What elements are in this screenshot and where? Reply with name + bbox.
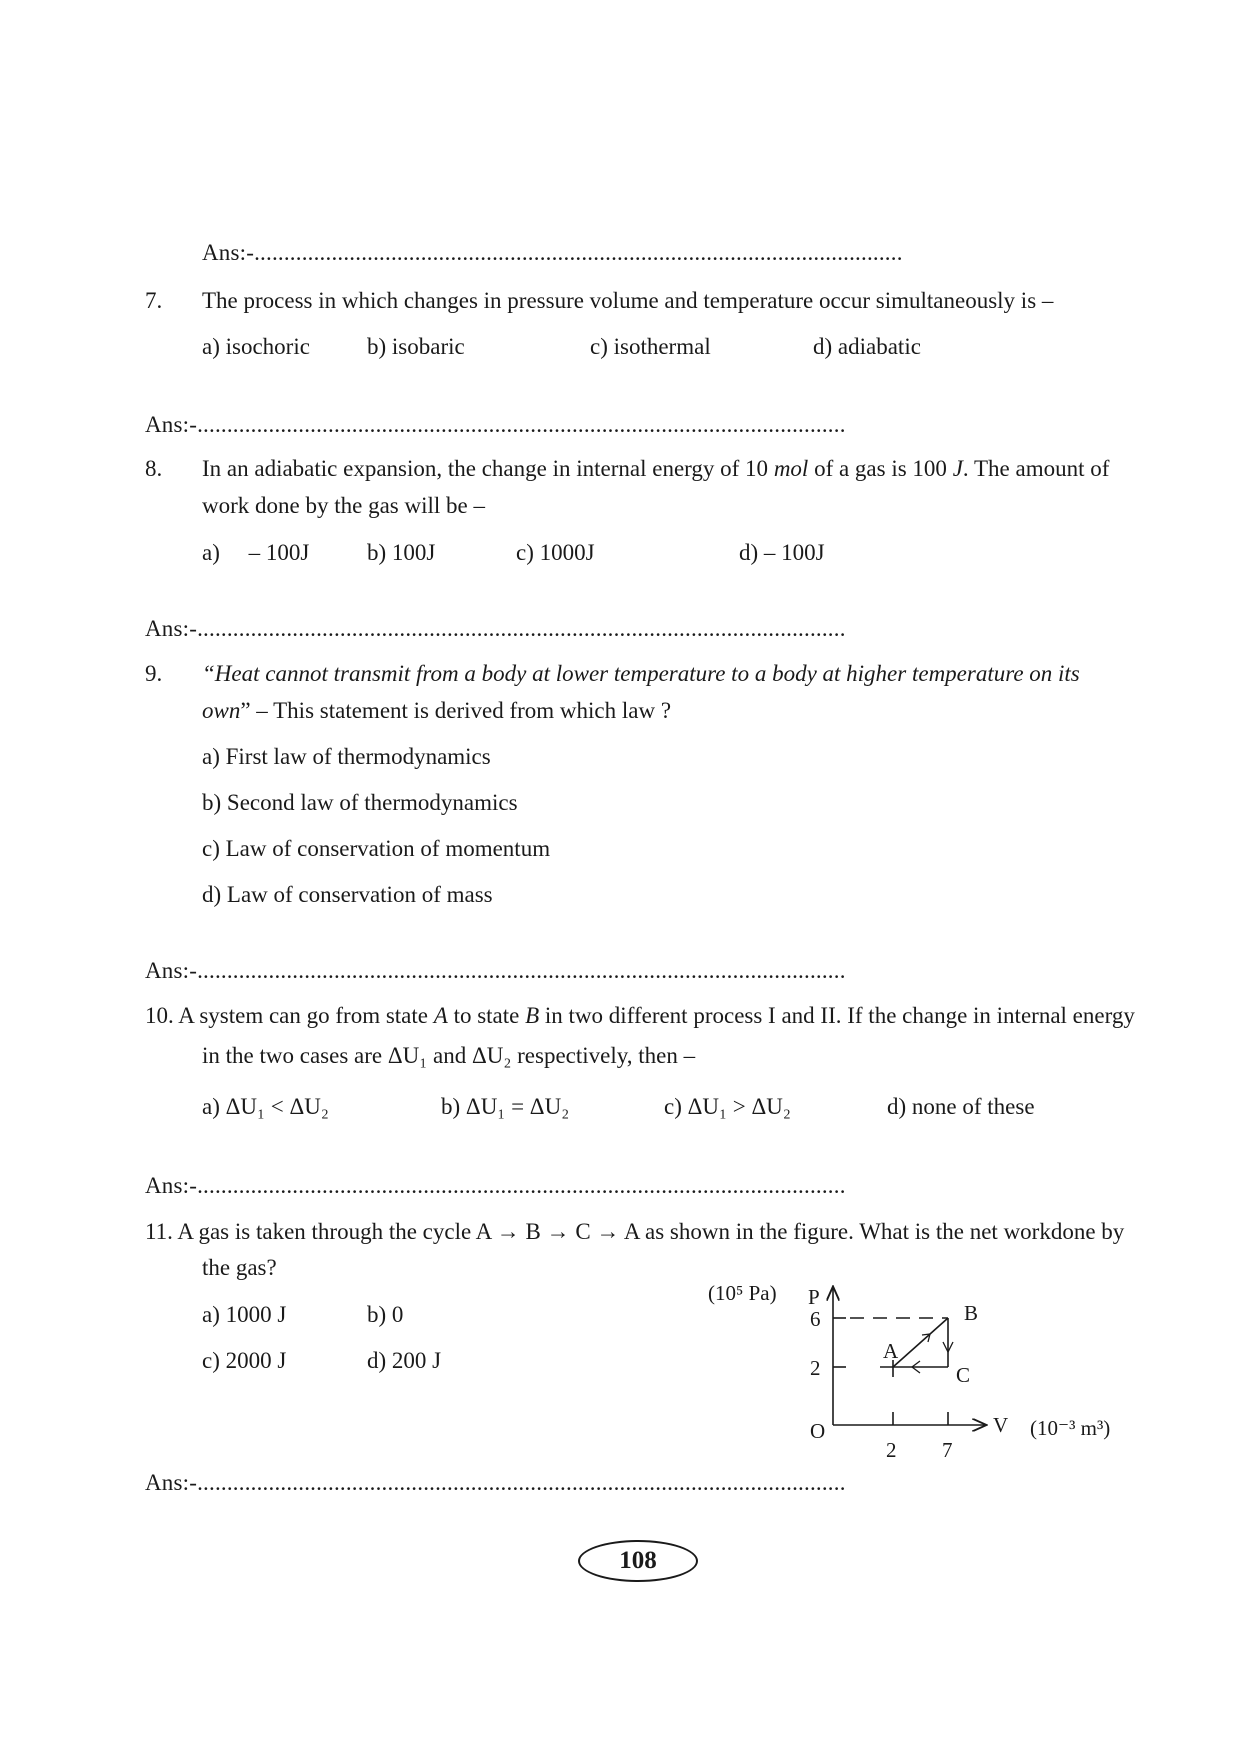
q9-number: 9. bbox=[145, 661, 163, 686]
q8-text-line2: work done by the gas will be – bbox=[202, 493, 485, 518]
q9-option-c: c) Law of conservation of momentum bbox=[202, 836, 551, 861]
q10-line1-a: 10. A system can go from state bbox=[145, 1003, 434, 1028]
page-number: 108 bbox=[578, 1540, 698, 1582]
q9-option-d: d) Law of conservation of mass bbox=[202, 882, 493, 907]
q10-option-c: c) ΔU₁ > ΔU₂ bbox=[664, 1094, 791, 1119]
q7-option-d: d) adiabatic bbox=[813, 334, 921, 359]
q8-option-c: c) 1000J bbox=[516, 540, 595, 565]
q7-number: 7. bbox=[145, 288, 163, 313]
q10-text-line2: in the two cases are ΔU₁ and ΔU₂ respectively, then – bbox=[202, 1043, 696, 1068]
q9-text-rest: ” – This statement is derived from which law ? bbox=[240, 698, 672, 723]
q10-option-a: a) ΔU₁ < ΔU₂ bbox=[202, 1094, 329, 1119]
q9-option-b: b) Second law of thermodynamics bbox=[202, 790, 518, 815]
q8-text-mol: mol bbox=[773, 456, 809, 481]
q11-text-line2: the gas? bbox=[202, 1255, 277, 1280]
q8-text-J: J bbox=[952, 456, 963, 481]
q11-option-a: a) 1000 J bbox=[202, 1302, 287, 1327]
q9-option-a: a) First law of thermodynamics bbox=[202, 744, 491, 769]
y-unit-label: (10⁵ Pa) bbox=[708, 1281, 777, 1305]
x-tick-2: 2 bbox=[886, 1438, 897, 1462]
q10-option-b: b) ΔU₁ = ΔU₂ bbox=[441, 1094, 570, 1119]
q10-line1-c: in two different process I and II. If the change in internal energy bbox=[539, 1003, 1135, 1028]
y-tick-6: 6 bbox=[810, 1307, 821, 1331]
point-b-label: B bbox=[964, 1301, 979, 1325]
origin-label: O bbox=[810, 1419, 826, 1443]
q7-option-c: c) isothermal bbox=[590, 334, 711, 359]
q8-text-line1 bbox=[202, 456, 1109, 482]
answer-line-6: Ans:-............................................................................................................. bbox=[202, 240, 903, 265]
q8-text-a: In an adiabatic expansion, the change in internal energy of 10 bbox=[202, 456, 774, 481]
pv-diagram bbox=[700, 1280, 1120, 1480]
answer-line-7: Ans:-............................................................................................................. bbox=[145, 412, 846, 437]
x-unit-label: (10⁻³ m³) bbox=[1030, 1416, 1111, 1440]
q7-option-b: b) isobaric bbox=[367, 334, 465, 359]
answer-line-11: Ans:-............................................................................................................. bbox=[145, 1470, 846, 1495]
q10-option-d: d) none of these bbox=[887, 1094, 1035, 1119]
answer-line-8: Ans:-............................................................................................................. bbox=[145, 616, 846, 641]
q10-text-line1 bbox=[145, 1003, 1135, 1029]
answer-line-10: Ans:-............................................................................................................. bbox=[145, 1173, 846, 1198]
q11-option-c: c) 2000 J bbox=[202, 1348, 287, 1373]
answer-line-9: Ans:-............................................................................................................. bbox=[145, 958, 846, 983]
q8-text-c: . The amount of bbox=[962, 456, 1110, 481]
q9-text-line2 bbox=[202, 698, 671, 724]
q10-line1-b: to state bbox=[447, 1003, 526, 1028]
q8-option-d: d) – 100J bbox=[739, 540, 825, 565]
q8-number: 8. bbox=[145, 456, 163, 481]
point-a-label: A bbox=[883, 1339, 899, 1363]
q11-option-d: d) 200 J bbox=[367, 1348, 442, 1373]
q11-option-b: b) 0 bbox=[367, 1302, 404, 1327]
q10-state-b: B bbox=[525, 1003, 540, 1028]
q8-text-b: of a gas is 100 bbox=[808, 456, 953, 481]
q9-quote-line2: own bbox=[202, 698, 241, 723]
q8-option-a: a) – 100J bbox=[202, 540, 310, 565]
y-axis-label: P bbox=[808, 1285, 820, 1309]
q11-text-line1: 11. A gas is taken through the cycle A → B → C → A as shown in the figure. What is the net workdone by bbox=[145, 1219, 1125, 1244]
q10-state-a: A bbox=[433, 1003, 448, 1028]
q7-option-a: a) isochoric bbox=[202, 334, 310, 359]
point-c-label: C bbox=[956, 1363, 971, 1387]
q8-option-b: b) 100J bbox=[367, 540, 436, 565]
q7-text: The process in which changes in pressure volume and temperature occur simultaneously is – bbox=[202, 288, 1054, 313]
y-tick-2: 2 bbox=[810, 1356, 821, 1380]
x-axis-label: V bbox=[993, 1413, 1009, 1437]
path-a-to-b bbox=[893, 1318, 948, 1367]
q9-quote-line1: “Heat cannot transmit from a body at lower temperature to a body at higher temperature on its bbox=[202, 661, 1080, 686]
x-tick-7: 7 bbox=[942, 1438, 953, 1462]
